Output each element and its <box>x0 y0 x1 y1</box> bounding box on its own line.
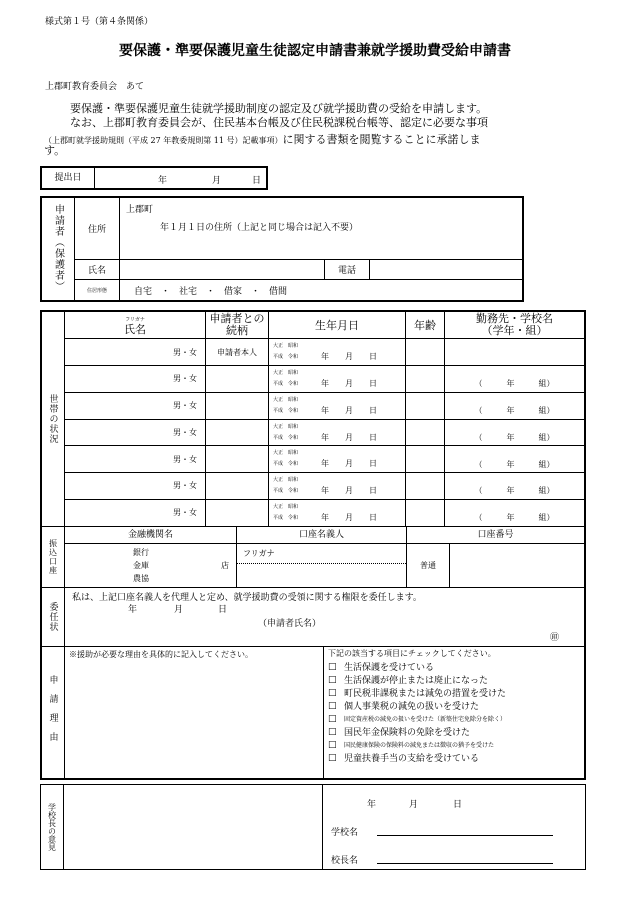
reason-item-label: 国民健康保険の保険料の減免または徴収の猶予を受けた <box>344 742 495 749</box>
applicant-name-input[interactable] <box>120 259 325 279</box>
gender-option: 男・女 <box>173 454 197 464</box>
delegation-side-label: 委任状 <box>42 588 65 646</box>
household-section <box>42 312 584 527</box>
member-name-input[interactable] <box>65 499 206 526</box>
holder-furigana-label: フリガナ <box>243 549 275 558</box>
member-name-input[interactable] <box>65 366 206 393</box>
reason-checklist <box>328 648 584 764</box>
account-type-ordinary: 普通 <box>407 544 450 587</box>
reason-item-label: 個人事業税の減免の扱いを受けた <box>344 702 480 712</box>
address-input[interactable] <box>120 198 523 220</box>
jan1-address-input[interactable] <box>120 220 523 259</box>
name-label: 氏名 <box>75 259 120 279</box>
phone-label: 電話 <box>325 259 370 279</box>
col-age-header: 年齢 <box>406 312 445 339</box>
delegation-section <box>42 588 584 647</box>
era-options-2: 平成 令和 <box>273 514 299 521</box>
form-title: 要保護・準要保護児童生徒認定申請書兼就学援助費受給申請書 <box>119 43 511 59</box>
birth-ymd: 年 月 日 <box>321 379 377 388</box>
member-age-input[interactable] <box>406 446 445 473</box>
era-options-2: 平成 令和 <box>273 488 299 494</box>
reason-check-item[interactable] <box>328 673 584 686</box>
principal-section <box>40 784 586 870</box>
member-birth-input[interactable] <box>269 419 406 446</box>
member-work-input[interactable] <box>445 419 585 446</box>
member-birth-input[interactable] <box>269 446 406 473</box>
member-age-input[interactable] <box>406 392 445 419</box>
era-options-1: 大正 昭和 <box>273 396 299 403</box>
checkbox-icon[interactable]: □ <box>328 739 337 750</box>
household-row <box>65 499 584 526</box>
applicant-section <box>40 196 524 302</box>
checkbox-icon[interactable]: □ <box>328 674 337 685</box>
principal-day: 日 <box>453 800 463 810</box>
member-birth-input[interactable] <box>269 339 406 366</box>
household-side-label: 世帯の状況 <box>42 312 65 526</box>
member-age-input[interactable] <box>406 339 445 366</box>
member-work-input[interactable] <box>445 392 585 419</box>
gender-option: 男・女 <box>173 427 197 437</box>
col-birth-header: 生年月日 <box>269 312 406 339</box>
intro-line-2: なお、上郡町教育委員会が、住民基本台帳及び住民税課税台帳等、認定に必要な事項 <box>70 116 488 129</box>
housing-label: 住居形態 <box>75 280 120 300</box>
jan1-note: 年１月１日の住所（上記と同じ場合は記入不要） <box>160 223 359 234</box>
delegation-month: 月 <box>174 605 184 615</box>
era-options-1: 大正 昭和 <box>273 423 299 430</box>
intro-line-4: す。 <box>44 144 66 157</box>
grade-class: （ 年 組） <box>474 379 555 389</box>
submission-date-box[interactable] <box>40 166 268 190</box>
household-row <box>65 339 584 366</box>
principal-name-label: 校長名 <box>331 856 359 866</box>
household-row <box>65 419 584 446</box>
grade-class: （ 年 組） <box>474 486 555 496</box>
reason-item-label: 生活保護を受けている <box>344 663 435 673</box>
member-relation-input[interactable] <box>206 499 269 526</box>
era-options-1: 大正 昭和 <box>273 343 299 350</box>
reason-check-item[interactable] <box>328 660 584 673</box>
member-work-input[interactable] <box>445 366 585 393</box>
household-row <box>65 446 584 473</box>
delegation-name-label: （申請者氏名） <box>258 619 322 629</box>
reason-check-item[interactable] <box>328 699 584 712</box>
era-options-2: 平成 令和 <box>273 434 299 441</box>
checkbox-icon[interactable]: □ <box>328 700 337 711</box>
member-name-input[interactable] <box>65 473 206 500</box>
bank-type-shinkin: 金庫 <box>133 561 149 570</box>
principal-opinion-input[interactable] <box>64 785 323 869</box>
reason-item-label: 生活保護が停止または廃止になった <box>344 676 489 686</box>
member-name-input[interactable] <box>65 446 206 473</box>
member-birth-input[interactable] <box>269 499 406 526</box>
gender-option: 男・女 <box>173 508 197 518</box>
reason-check-item[interactable] <box>328 712 584 725</box>
institution-input[interactable] <box>65 544 237 587</box>
grade-class: （ 年 組） <box>474 459 555 469</box>
principal-side-label: 学校長の意見 <box>41 785 64 869</box>
member-birth-input[interactable] <box>269 366 406 393</box>
furigana-divider <box>237 563 406 564</box>
checkbox-icon[interactable]: □ <box>328 687 337 698</box>
intro-line-1: 要保護・準要保護児童生徒就学援助制度の認定及び就学援助費の受給を申請します。 <box>70 102 488 115</box>
reason-check-item[interactable] <box>328 725 584 738</box>
member-name-input[interactable] <box>65 392 206 419</box>
principal-year: 年 <box>367 800 377 810</box>
grade-class: （ 年 組） <box>474 406 555 416</box>
era-options-1: 大正 昭和 <box>273 477 299 483</box>
member-birth-input[interactable] <box>269 473 406 500</box>
grade-class: （ 年 組） <box>474 432 555 442</box>
member-age-input[interactable] <box>406 473 445 500</box>
seal-mark: ㊞ <box>550 633 560 643</box>
reason-left-note: ※援助が必要な理由を具体的に記入してください。 <box>69 650 253 659</box>
col-relation-header: 申請者との続柄 <box>206 312 269 339</box>
form-number: 様式第１号（第４条関係） <box>45 17 154 27</box>
reason-side-label: 申請理由 <box>42 647 65 778</box>
reason-right-note: 下記の該当する項目にチェックしてください。 <box>328 649 496 658</box>
member-age-input[interactable] <box>406 499 445 526</box>
birth-ymd: 年 月 日 <box>321 459 377 469</box>
era-options-1: 大正 昭和 <box>273 503 299 510</box>
reason-check-item[interactable] <box>328 751 584 764</box>
submission-label: 提出日 <box>42 168 95 188</box>
reason-item-label: 児童扶養手当の支給を受けている <box>344 754 480 764</box>
reason-item-label: 国民年金保険料の免除を受けた <box>344 728 471 738</box>
member-name-input[interactable] <box>65 339 206 366</box>
bank-section <box>42 527 584 588</box>
col-institution-header: 金融機関名 <box>65 527 237 544</box>
household-table <box>65 312 584 526</box>
principal-month: 月 <box>409 800 419 810</box>
account-number-input[interactable] <box>407 544 584 587</box>
household-row <box>65 366 584 393</box>
checkbox-icon[interactable]: □ <box>328 726 337 737</box>
birth-ymd: 年 月 日 <box>321 352 377 362</box>
era-options-1: 大正 昭和 <box>273 370 299 376</box>
era-options-2: 平成 令和 <box>273 381 299 387</box>
intro-regulation-note: （上郡町就学援助規則（平成 27 年教委規則第 11 号）記載事項） <box>44 136 283 145</box>
bank-type-bank: 銀行 <box>133 548 149 557</box>
main-form-box <box>40 310 586 780</box>
submission-day: 日 <box>252 176 262 186</box>
member-relation-input[interactable] <box>206 339 269 366</box>
birth-ymd: 年 月 日 <box>321 512 377 522</box>
checkbox-icon[interactable]: □ <box>328 752 337 763</box>
housing-options[interactable]: 自宅 ・ 社宅 ・ 借家 ・ 借間 <box>134 286 288 297</box>
gender-option: 男・女 <box>173 481 197 491</box>
phone-input[interactable] <box>370 259 523 279</box>
era-options-1: 大正 昭和 <box>273 450 299 457</box>
member-work-input[interactable] <box>445 339 585 366</box>
col-work-header: 勤務先・学校名 （学年・組） <box>445 312 585 339</box>
col-holder-header: 口座名義人 <box>237 527 407 544</box>
grade-class: （ 年 組） <box>474 513 555 523</box>
birth-ymd: 年 月 日 <box>321 432 377 442</box>
reason-item-label: 固定資産税の減免の扱いを受けた（新築住宅免除分を除く） <box>344 716 507 723</box>
applicant-side-label: 申請者（保護者） <box>42 198 75 300</box>
checkbox-icon[interactable]: □ <box>328 713 337 724</box>
gender-option: 男・女 <box>173 374 197 384</box>
submission-year: 年 <box>158 176 168 186</box>
member-work-input[interactable] <box>445 499 585 526</box>
intro-line-3-text: に関する書類を閲覧することに承諾しま <box>282 133 481 146</box>
birth-ymd: 年 月 日 <box>321 405 377 415</box>
town-name: 上郡町 <box>126 205 154 215</box>
member-relation-input[interactable] <box>206 419 269 446</box>
principal-name-input[interactable] <box>377 863 553 864</box>
delegation-year: 年 <box>128 605 138 615</box>
household-row <box>65 392 584 419</box>
gender-option: 男・女 <box>173 347 197 357</box>
member-relation-input[interactable] <box>206 446 269 473</box>
bank-side-label: 振込口座 <box>42 527 65 587</box>
reason-item-label: 町民税非課税または減免の措置を受けた <box>344 689 507 699</box>
intro-line-3 <box>44 128 481 147</box>
reason-check-item[interactable] <box>328 686 584 699</box>
gender-option: 男・女 <box>173 401 197 411</box>
bank-branch: 店 <box>221 561 229 570</box>
reason-section <box>42 647 584 778</box>
addressee: 上郡町教育委員会 あて <box>45 82 145 92</box>
member-work-input[interactable] <box>445 446 585 473</box>
address-label: 住所 <box>75 198 120 259</box>
member-birth-input[interactable] <box>269 392 406 419</box>
member-relation-input[interactable] <box>206 366 269 393</box>
submission-month: 月 <box>212 176 222 186</box>
household-row <box>65 473 584 500</box>
delegation-text: 私は、上記口座名義人を代理人と定め、就学援助費の受領に関する権限を委任します。 <box>72 593 422 603</box>
member-age-input[interactable] <box>406 419 445 446</box>
reason-check-item[interactable] <box>328 738 584 751</box>
bank-type-nokyo: 農協 <box>133 574 149 583</box>
member-work-input[interactable] <box>445 473 585 500</box>
member-relation-input[interactable] <box>206 473 269 500</box>
col-number-header: 口座番号 <box>407 527 584 544</box>
relation-text: 申請者本人 <box>217 347 257 357</box>
member-name-input[interactable] <box>65 419 206 446</box>
delegation-day: 日 <box>218 605 228 615</box>
reason-free-text-input[interactable] <box>65 647 324 778</box>
school-name-input[interactable] <box>377 835 553 836</box>
school-name-label: 学校名 <box>331 828 359 838</box>
member-age-input[interactable] <box>406 366 445 393</box>
col-name-header: フリガナ 氏名 <box>65 312 206 339</box>
member-relation-input[interactable] <box>206 392 269 419</box>
era-options-2: 平成 令和 <box>273 354 299 361</box>
era-options-2: 平成 令和 <box>273 461 299 468</box>
holder-input[interactable] <box>237 544 407 587</box>
birth-ymd: 年 月 日 <box>321 486 377 495</box>
checkbox-icon[interactable]: □ <box>328 661 337 672</box>
era-options-2: 平成 令和 <box>273 407 299 414</box>
